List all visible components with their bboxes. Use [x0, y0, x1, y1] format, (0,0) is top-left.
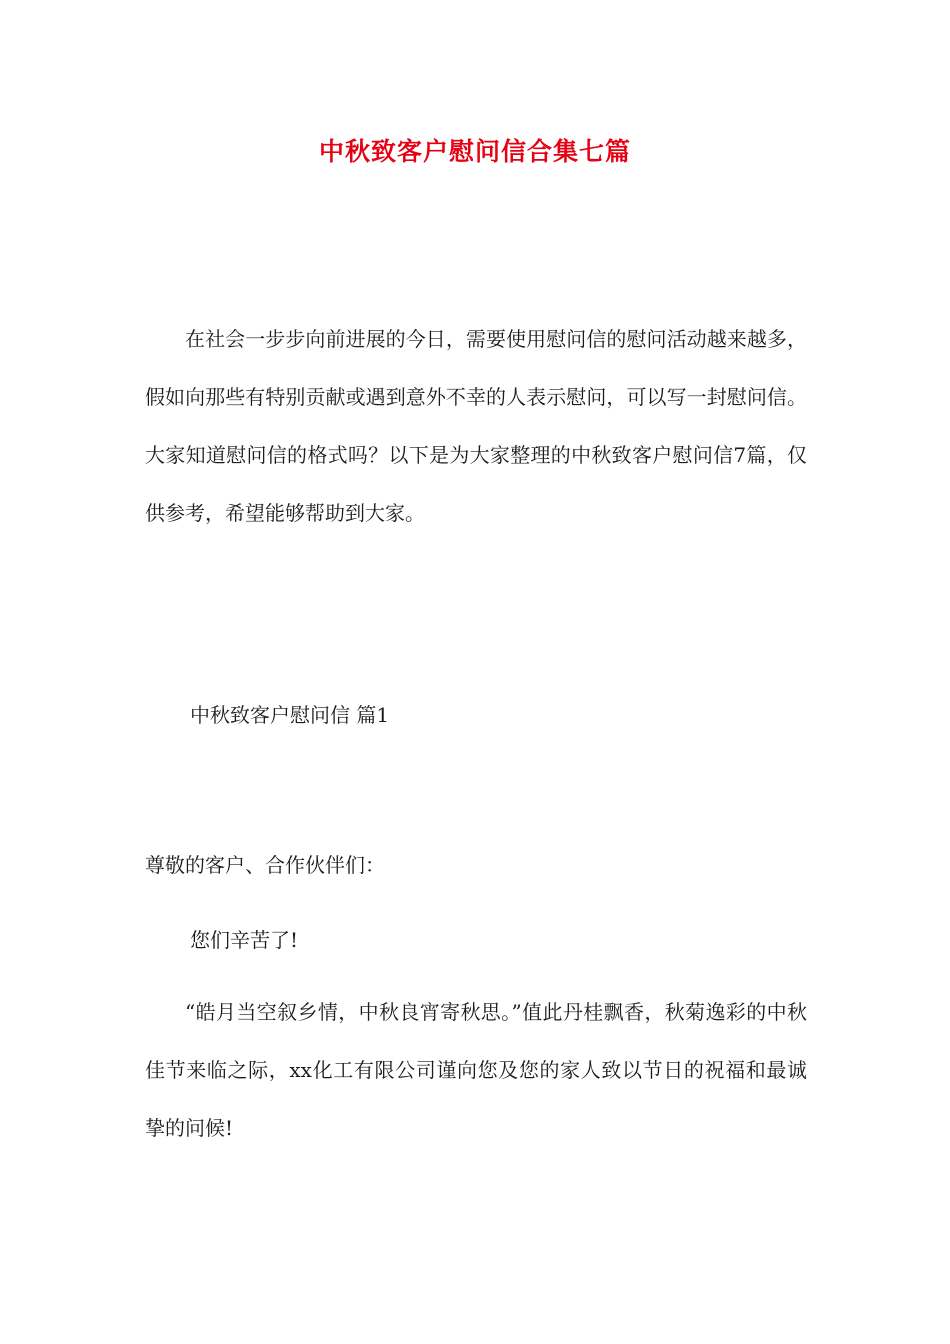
intro-paragraph: 在社会一步步向前进展的今日，需要使用慰问信的慰问活动越来越多，假如向那些有特别贡献或遇到意外不幸的人表示慰问，可以写一封慰问信。大家知道慰问信的格式吗？以下是为大家整理的中秋致客户慰问信7篇，仅供参考，希望能够帮助到大家。 — [145, 327, 807, 525]
body-paragraph: “皓月当空叙乡情，中秋良宵寄秋思。”值此丹桂飘香，秋菊逸彩的中秋佳节来临之际，xx化工有限公司谨向您及您的家人致以节日的祝福和最诚挚的问候! — [145, 1000, 807, 1140]
greeting: 您们辛苦了! — [190, 928, 299, 952]
salutation: 尊敬的客户、合作伙伴们： — [145, 853, 385, 877]
document-title: 中秋致客户慰问信合集七篇 — [318, 137, 631, 166]
section-heading: 中秋致客户慰问信 篇1 — [190, 703, 390, 727]
